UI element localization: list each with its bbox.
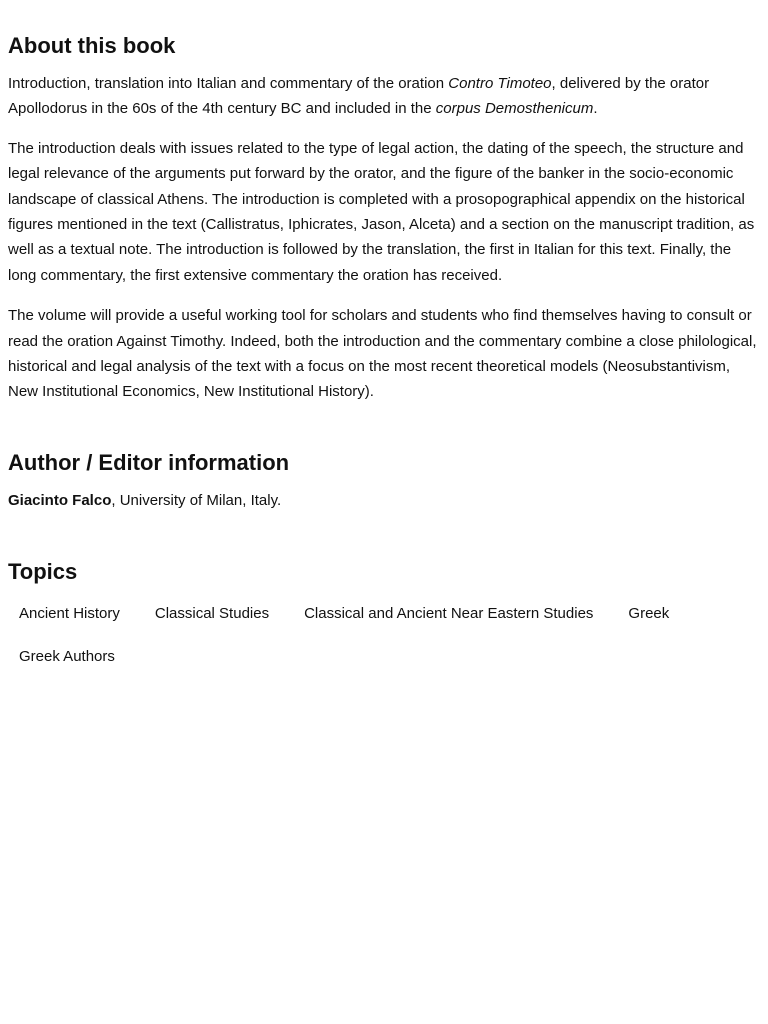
about-heading: About this book: [8, 33, 176, 58]
topics-section: [8, 513, 760, 689]
author-name: Giacinto Falco: [8, 491, 112, 509]
topic-greek[interactable]: Greek: [628, 605, 670, 623]
about-p1-corpus-italic: corpus Demosthenicum: [435, 100, 594, 118]
topics-list: [8, 603, 760, 689]
author-heading: Author / Editor information: [8, 449, 290, 475]
author-line: [8, 488, 760, 513]
author-section: [8, 405, 760, 513]
about-paragraph-3: The volume will provide a useful working tool for scholars and students who find themselves having to consult or read the oration Against Timothy. Indeed, both the introduction and the commentary combine a close philological, historical and legal analysis of the text with a focus on the most recent theoretical models (Neosubstantivism, New Institutional Economics, New Institutional History).: [8, 307, 757, 401]
about-p1-text-a: Introduction, translation into Italian and commentary of the oration: [8, 75, 449, 92]
about-section: [8, 0, 760, 405]
about-p1-text-b: , delivered by the orator Apollodorus in the 60s of the 4th century BC and included in the: [8, 75, 710, 118]
author-affiliation: , University of Milan, Italy.: [111, 491, 282, 509]
about-p1-title-italic: Contro Timoteo: [448, 75, 552, 92]
about-paragraph-1: [8, 71, 760, 122]
topic-classical-studies[interactable]: Classical Studies: [154, 605, 270, 623]
about-p1-text-c: .: [593, 100, 598, 118]
topic-ancient-history[interactable]: Ancient History: [19, 605, 120, 623]
topic-classical-ancient-near-eastern-studies[interactable]: Classical and Ancient Near Eastern Studies: [304, 605, 594, 623]
topics-heading: Topics: [8, 559, 78, 585]
topic-greek-authors[interactable]: Greek Authors: [19, 648, 115, 666]
about-paragraph-2: The introduction deals with issues related to the type of legal action, the dating of the speech, the structure and legal relevance of the arguments put forward by the orator, and the figure of the banker in the socio-economic landscape of classical Athens. The introduction is completed with a prosopographical appendix on the historical figures mentioned in the text (Callistratus, Iphicrates, Jason, Alceta) and a section on the manuscript tradition, as well as a textual note. The introduction is followed by the translation, the first in Italian for this text. Finally, the long commentary, the first extensive commentary the oration has received.: [8, 139, 755, 284]
